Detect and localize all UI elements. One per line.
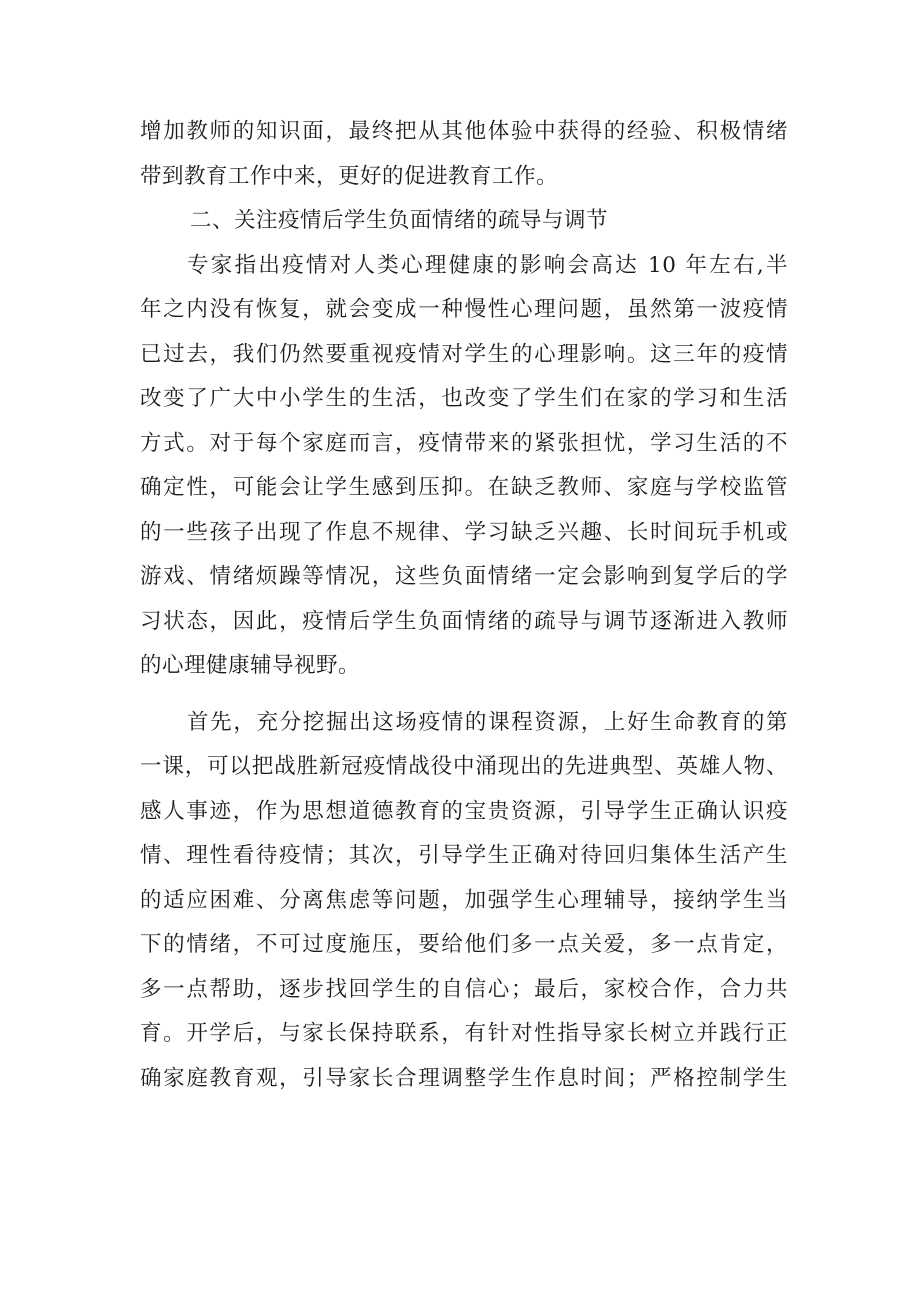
paragraph-expert xyxy=(140,244,788,689)
text-line: 一课，可以把战胜新冠疫情战役中涌现出的先进典型、英雄人物、 xyxy=(140,754,788,779)
text-line: 的适应困难、分离焦虑等问题，加强学生心理辅导，接纳学生当 xyxy=(140,887,788,913)
text-line: 已过去，我们仍然要重视疫情对学生的心理影响。这三年的疫情 xyxy=(140,341,788,367)
text-line: 改变了广大中小学生的生活，也改变了学生们在家的学习和生活 xyxy=(140,386,788,411)
text-line: 情、理性看待疫情；其次，引导学生正确对待回归集体生活产生 xyxy=(140,843,788,868)
text-line: 方式。对于每个家庭而言，疫情带来的紧张担忧，学习生活的不 xyxy=(140,430,788,456)
text-line: 确家庭教育观，引导家长合理调整学生作息时间；严格控制学生 xyxy=(140,1065,788,1091)
text-line: 下的情绪，不可过度施压，要给他们多一点关爱，多一点肯定， xyxy=(140,932,788,957)
text-line: 确定性，可能会让学生感到压抑。在缺乏教师、家庭与学校监管 xyxy=(140,475,788,500)
section-heading xyxy=(140,199,788,244)
text-line: 专家指出疫情对人类心理健康的影响会高达 10 年左右,半 xyxy=(187,252,788,278)
text-line: 感人事迹，作为思想道德教育的宝贵资源，引导学生正确认识疫 xyxy=(140,798,788,824)
text-line: 游戏、情绪烦躁等情况，这些负面情绪一定会影响到复学后的学 xyxy=(140,564,788,589)
text-line: 多一点帮助，逐步找回学生的自信心；最后，家校合作，合力共 xyxy=(140,976,788,1002)
paragraph-measures xyxy=(140,701,788,1102)
text-line: 首先，充分挖掘出这场疫情的课程资源，上好生命教育的第 xyxy=(187,709,788,735)
text-line: 育。开学后，与家长保持联系，有针对性指导家长树立并践行正 xyxy=(140,1021,788,1046)
paragraph-intro-continuation xyxy=(140,110,788,199)
text-line: 的一些孩子出现了作息不规律、学习缺乏兴趣、长时间玩手机或 xyxy=(140,519,788,545)
text-line: 的心理健康辅导视野。 xyxy=(140,653,361,678)
section-heading-text: 二、关注疫情后学生负面情绪的疏导与调节 xyxy=(190,208,609,233)
text-line: 带到教育工作中来，更好的促进教育工作。 xyxy=(140,163,559,189)
text-line: 增加教师的知识面，最终把从其他体验中获得的经验、积极情绪 xyxy=(140,119,788,144)
text-line: 习状态，因此，疫情后学生负面情绪的疏导与调节逐渐进入教师 xyxy=(140,608,788,634)
text-line: 年之内没有恢复，就会变成一种慢性心理问题，虽然第一波疫情 xyxy=(140,297,788,322)
paragraph-gap xyxy=(140,689,788,701)
